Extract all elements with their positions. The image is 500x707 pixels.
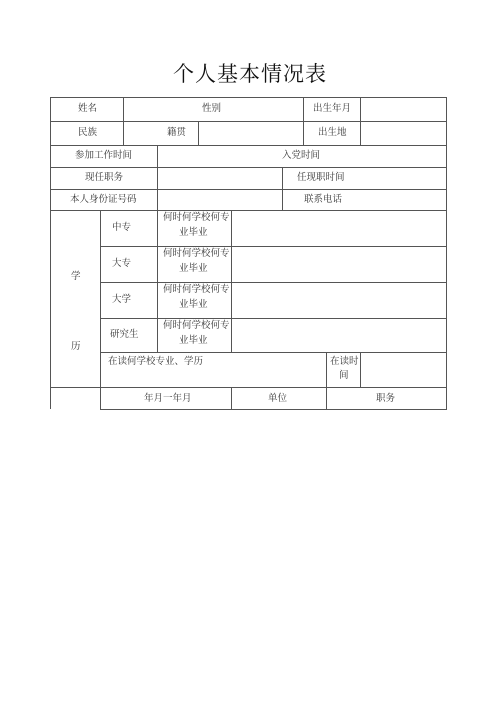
graduate-graduation-field[interactable] [232,319,446,352]
table-col-divider [326,352,327,387]
table-col-divider [282,189,283,210]
ethnicity-field[interactable] [124,122,164,145]
table-row-divider [50,387,447,388]
birth-place-label: 出生地 [318,127,347,138]
phone-label: 联系电话 [304,194,343,205]
graduate-label: 研究生 [110,329,139,340]
unit-column-header: 单位 [268,393,288,404]
ethnicity-label: 民族 [78,127,98,138]
graduation-info-label-line1: 何时何学校何专 [163,320,230,331]
current-position-label: 现任职务 [85,172,124,183]
current-study-label: 在读何学校专业、学历 [108,356,204,367]
id-number-field[interactable] [158,190,282,210]
graduation-info-label-line2: 业毕业 [179,299,208,310]
name-field[interactable] [124,98,198,121]
native-place-label: 籍贯 [167,127,187,138]
birth-date-field[interactable] [361,98,446,121]
current-position-field[interactable] [158,168,282,189]
id-number-label: 本人身份证号码 [70,194,137,205]
education-label-char2: 历 [71,341,81,352]
duty-column-header: 职务 [376,393,396,404]
table-border [446,97,447,409]
name-label: 姓名 [78,103,98,114]
page-title: 个人基本情况表 [173,62,327,86]
birth-place-field[interactable] [361,122,446,145]
current-study-time-label-line2: 间 [339,370,349,381]
table-col-divider [282,167,283,189]
birth-date-label: 出生年月 [313,103,352,114]
current-study-field[interactable] [101,369,326,387]
college-graduation-field[interactable] [232,247,446,282]
table-col-divider [231,387,232,409]
period-column-header: 年月一年月 [144,393,192,404]
vocational-graduation-field[interactable] [232,211,446,246]
graduation-info-label-line1: 何时何学校何专 [163,212,230,223]
current-study-time-field[interactable] [361,353,446,387]
table-row-divider [100,409,447,410]
current-study-time-label-line1: 在读时 [330,356,359,367]
table-col-divider [303,97,304,145]
table-border [50,97,51,409]
gender-field[interactable] [230,98,303,121]
party-join-time-field[interactable] [330,146,446,167]
vocational-label: 中专 [112,222,132,233]
graduation-info-label-line2: 业毕业 [179,263,208,274]
phone-field[interactable] [361,190,446,210]
graduation-info-label-line2: 业毕业 [179,335,208,346]
college-label: 大专 [112,258,132,269]
work-start-time-label: 参加工作时间 [75,150,133,161]
table-col-divider [326,387,327,409]
graduation-info-label-line2: 业毕业 [179,227,208,238]
graduation-info-label-line1: 何时何学校何专 [163,248,230,259]
party-join-time-label: 入党时间 [282,150,321,161]
work-start-time-field[interactable] [158,146,278,167]
native-place-field[interactable] [199,122,303,145]
graduation-info-label-line1: 何时何学校何专 [163,284,230,295]
education-label-char1: 学 [71,271,81,282]
gender-label: 性别 [202,103,222,114]
university-graduation-field[interactable] [232,283,446,318]
university-label: 大学 [112,294,132,305]
current-position-time-label: 任现职时间 [297,172,345,183]
table-col-divider [157,210,158,352]
current-position-time-field[interactable] [361,168,446,189]
